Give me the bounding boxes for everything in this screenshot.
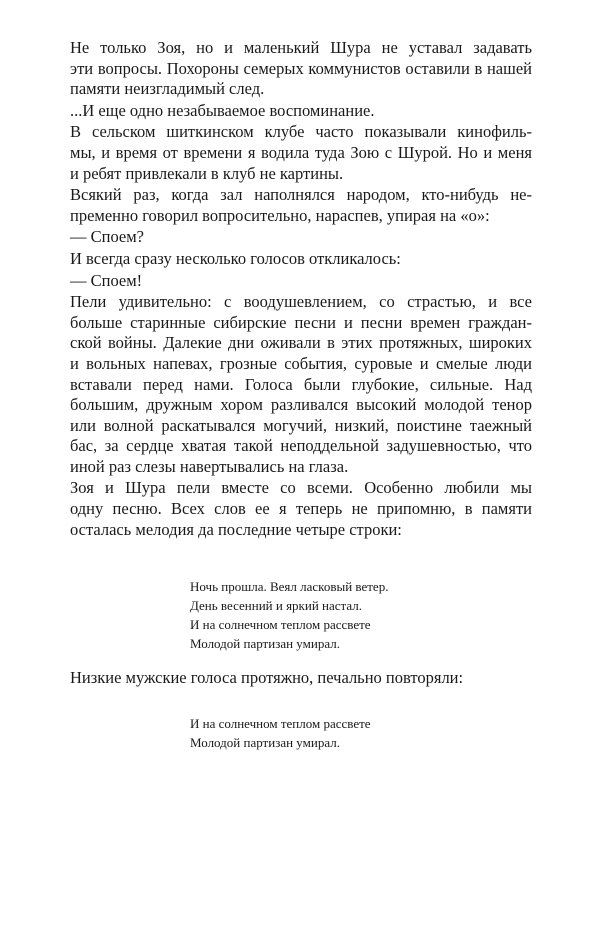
text-line: иной раз слезы навертывались на глаза.: [70, 456, 349, 476]
text-line: больше старинные сибирские песни и песни времен граждан-: [70, 312, 532, 332]
paragraph: [70, 185, 532, 226]
text-line: мы, и время от времени я водила туда Зою с Шурой. Но и меня: [70, 142, 532, 162]
text-line: пременно говорил вопросительно, нараспев, упирая на «о»:: [70, 205, 490, 225]
text-line: эти вопросы. Похороны семерых коммунистов оставили в нашей: [70, 58, 532, 78]
text-line: памяти неизгладимый след.: [70, 79, 265, 99]
paragraph: [70, 122, 532, 184]
text-line: или волной раскатывался могучий, низкий, поистине таежный: [70, 415, 532, 435]
text-line: Пели удивительно: с воодушевлением, со страстью, и все: [70, 292, 532, 312]
text-line: вставали перед нами. Голоса были глубокие, сильные. Над: [70, 374, 532, 394]
paragraph: [70, 292, 532, 477]
text-line: В сельском шиткинском клубе часто показывали кинофиль-: [70, 122, 532, 142]
paragraph: [70, 271, 532, 292]
text-line: Зоя и Шура пели вместе со всеми. Особенно любили мы: [70, 478, 532, 498]
text-line: бас, за сердце хватая такой неподдельной задушевностью, что: [70, 436, 532, 456]
poem-line: Молодой партизан умирал.: [190, 636, 340, 651]
text-line: большим, дружным хором разливался высокий молодой тенор: [70, 395, 532, 415]
paragraph: [70, 101, 532, 122]
paragraph-repeat: [70, 668, 532, 689]
main-text: [70, 38, 532, 541]
poem-stanza-1: [190, 577, 388, 653]
text-line: — Споем?: [70, 227, 145, 247]
paragraph: [70, 38, 532, 100]
paragraph: [70, 478, 532, 540]
text-line: Не только Зоя, но и маленький Шура не уставал задавать: [70, 38, 532, 57]
text-line: Низкие мужские голоса протяжно, печально повторяли:: [70, 668, 464, 687]
poem-line: И на солнечном теплом рассвете: [190, 617, 371, 632]
text-line: И всегда сразу несколько голосов откликалось:: [70, 248, 401, 268]
text-line: ской войны. Далекие дни оживали в этих протяжных, широких: [70, 333, 532, 353]
poem-line: И на солнечном теплом рассвете: [190, 716, 371, 731]
poem-line: День весенний и яркий настал.: [190, 598, 362, 613]
text-line: Всякий раз, когда зал наполнялся народом, кто-нибудь не-: [70, 185, 532, 205]
poem-line: Молодой партизан умирал.: [190, 735, 340, 750]
text-line: одну песню. Всех слов ее я теперь не припомню, в памяти: [70, 499, 532, 519]
text-line: и ребят привлекали в клуб не картины.: [70, 163, 344, 183]
text-line: осталась мелодия да последние четыре строки:: [70, 519, 402, 539]
text-line: и вольных напевах, грозные события, суровые и смелые люди: [70, 353, 532, 373]
poem-stanza-2: [190, 714, 371, 752]
poem-line: Ночь прошла. Веял ласковый ветер.: [190, 579, 389, 594]
text-line: ...И еще одно незабываемое воспоминание.: [70, 100, 375, 120]
text-line: — Споем!: [70, 270, 143, 290]
paragraph: [70, 249, 532, 270]
paragraph: [70, 227, 532, 248]
